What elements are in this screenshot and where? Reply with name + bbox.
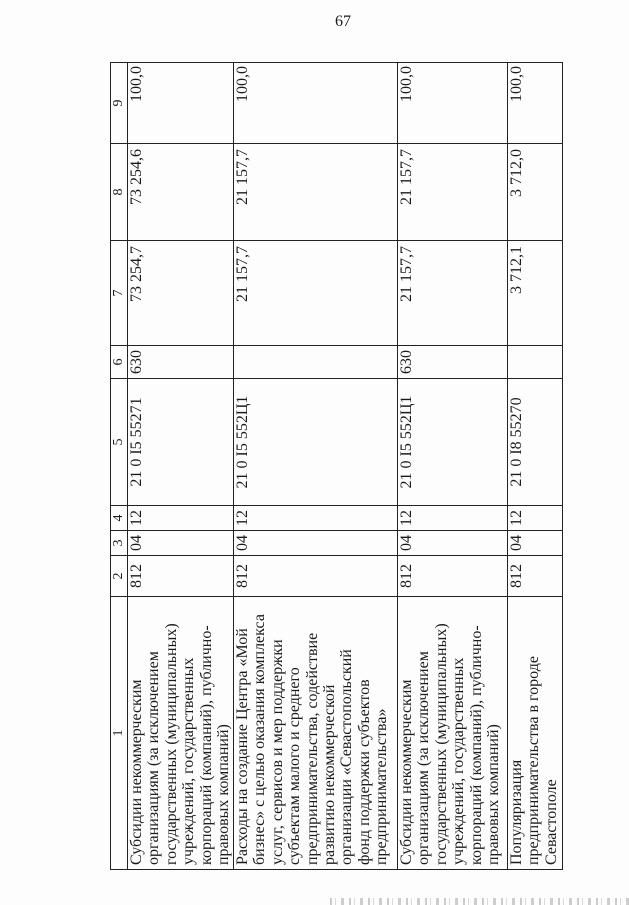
table-row: [128, 62, 234, 869]
expense-type-cell: 630: [128, 345, 233, 378]
section-code-cell: 04: [398, 530, 507, 555]
table-row: [234, 62, 398, 869]
header-cell-9: 9: [111, 62, 127, 143]
budget-table: [110, 62, 563, 870]
target-article-cell: 21 0 I5 552Ц1: [398, 378, 507, 505]
percent-cell: 100,0: [508, 62, 562, 143]
amount-cell-col8: 73 254,6: [128, 143, 233, 240]
amount-cell-col7: 21 157,7: [234, 240, 397, 345]
table-row: [398, 62, 508, 869]
subsection-code-cell: 12: [128, 505, 233, 530]
scan-edge-artifact: [330, 898, 629, 905]
ministry-code-cell: 812: [234, 555, 397, 596]
amount-cell-col8: 21 157,7: [398, 143, 507, 240]
header-cell-7: 7: [111, 240, 127, 345]
header-cell-3: 3: [111, 530, 127, 555]
page-number: 67: [335, 13, 351, 30]
header-cell-2: 2: [111, 555, 127, 596]
header-cell-4: 4: [111, 505, 127, 530]
amount-cell-col8: 21 157,7: [234, 143, 397, 240]
section-code-cell: 04: [128, 530, 233, 555]
header-cell-6: 6: [111, 345, 127, 378]
section-code-cell: 04: [234, 530, 397, 555]
section-code-cell: 04: [508, 530, 562, 555]
header-cell-1: 1: [111, 596, 127, 869]
row-name-cell: Субсидии некоммерческим организациям (за исключением государственных (муниципальных) учреждений, государственных корпораций (компаний), публично- правовых компаний): [128, 596, 233, 869]
amount-cell-col7: 73 254,7: [128, 240, 233, 345]
header-cell-8: 8: [111, 143, 127, 240]
amount-cell-col7: 21 157,7: [398, 240, 507, 345]
target-article-cell: 21 0 I5 552Ц1: [234, 378, 397, 505]
row-name-cell: Расходы на создание Центра «Мой бизнес» с целью оказания комплекса услуг, сервисов и мер поддержки субъектам малого и среднего предпринимательства, содействие развитию некоммерческой организации «Севастопольский фонд поддержки субъектов предпринимательства»: [234, 596, 397, 869]
target-article-cell: 21 0 I5 55271: [128, 378, 233, 505]
row-name-cell: Субсидии некоммерческим организациям (за исключением государственных (муниципальных) учреждений, государственных корпораций (компаний), публично- правовых компаний): [398, 596, 507, 869]
expense-type-cell: 630: [398, 345, 507, 378]
amount-cell-col8: 3 712,0: [508, 143, 562, 240]
rotated-table-frame: [110, 62, 563, 870]
amount-cell-col7: 3 712,1: [508, 240, 562, 345]
table-row: [508, 62, 563, 869]
header-cell-5: 5: [111, 378, 127, 505]
ministry-code-cell: 812: [508, 555, 562, 596]
expense-type-cell: [508, 345, 562, 378]
percent-cell: 100,0: [128, 62, 233, 143]
row-name-cell: Популяризация предпринимательства в городе Севастополе: [508, 596, 562, 869]
expense-type-cell: [234, 345, 397, 378]
subsection-code-cell: 12: [508, 505, 562, 530]
subsection-code-cell: 12: [398, 505, 507, 530]
subsection-code-cell: 12: [234, 505, 397, 530]
ministry-code-cell: 812: [398, 555, 507, 596]
table-header-row: [111, 62, 128, 869]
percent-cell: 100,0: [398, 62, 507, 143]
ministry-code-cell: 812: [128, 555, 233, 596]
percent-cell: 100,0: [234, 62, 397, 143]
target-article-cell: 21 0 I8 55270: [508, 378, 562, 505]
